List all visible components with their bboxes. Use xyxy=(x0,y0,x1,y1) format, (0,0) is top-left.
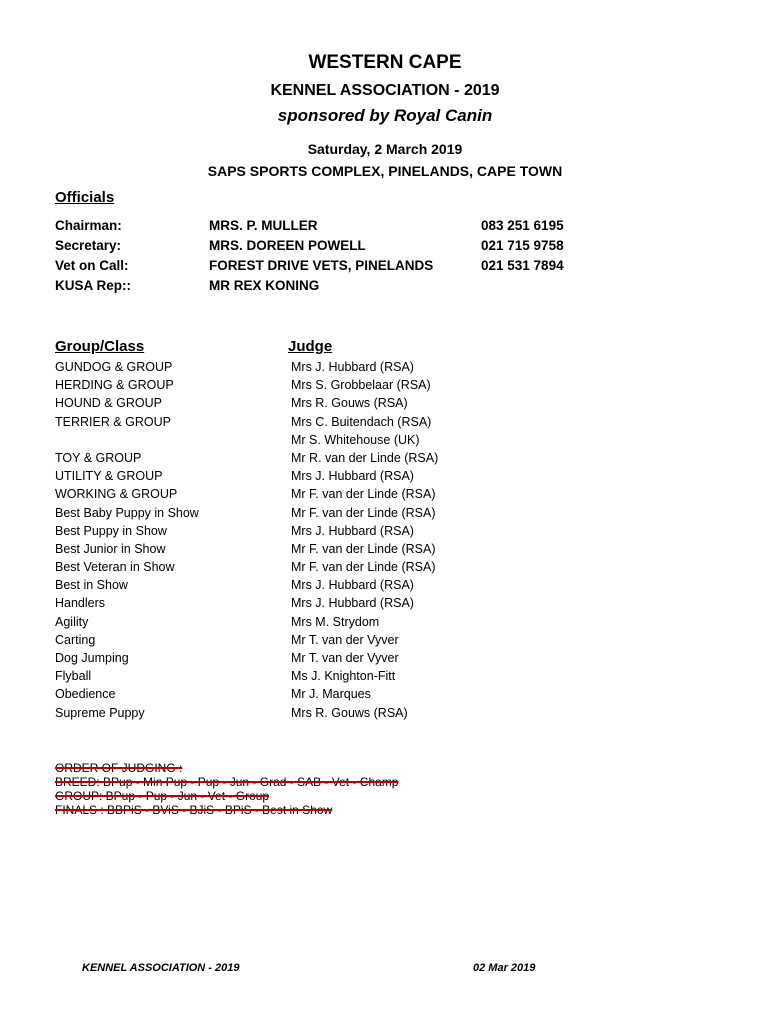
judge-name: Mrs J. Hubbard (RSA) xyxy=(291,360,414,374)
class-name: UTILITY & GROUP xyxy=(55,469,163,484)
judging-row xyxy=(0,360,770,378)
judge-name: Mr S. Whitehouse (UK) xyxy=(291,432,420,447)
doc-title: WESTERN CAPE xyxy=(308,52,462,73)
judging-row xyxy=(0,469,770,487)
judging-row xyxy=(0,578,770,596)
judge-name: Mr F. van der Linde (RSA) xyxy=(291,505,436,520)
judging-row xyxy=(0,633,770,651)
group-class-heading: Group/Class xyxy=(55,338,145,355)
official-name: MRS. P. MULLER xyxy=(209,218,318,233)
judge-name: Mr J. Marques xyxy=(291,687,371,702)
official-row-chairman xyxy=(0,218,770,238)
judging-row xyxy=(0,669,770,687)
judging-row xyxy=(0,542,770,560)
class-name: TOY & GROUP xyxy=(55,450,142,465)
official-role: Vet on Call: xyxy=(55,258,129,273)
class-name: GUNDOG & GROUP xyxy=(55,360,173,374)
judging-row xyxy=(0,378,770,396)
judging-row xyxy=(0,433,770,451)
judge-name: Mr T. van der Vyver xyxy=(291,632,399,647)
official-role: Secretary: xyxy=(55,238,122,253)
class-name: WORKING & GROUP xyxy=(55,487,178,502)
judge-heading: Judge xyxy=(288,338,333,355)
order-breed: BREED: BPup - Min Pup - Pup - Jun - Grad - SAB - Vet - Champ xyxy=(55,775,399,789)
order-group: GROUP: BPup - Pup - Jun - Vet - Group xyxy=(55,789,270,803)
judging-row xyxy=(0,560,770,578)
official-row-vet xyxy=(0,258,770,278)
judge-name: Mr R. van der Linde (RSA) xyxy=(291,450,439,465)
class-name: Best Veteran in Show xyxy=(55,560,175,575)
official-phone: 083 251 6195 xyxy=(481,218,564,233)
judging-row xyxy=(0,706,770,724)
order-finals: FINALS : BBPiS - BViS - BJiS - BPiS - Best in Show xyxy=(55,803,333,817)
official-phone: 021 531 7894 xyxy=(481,258,564,273)
judging-row xyxy=(0,524,770,542)
judging-row xyxy=(0,615,770,633)
judging-row xyxy=(0,396,770,414)
event-venue: SAPS SPORTS COMPLEX, PINELANDS, CAPE TOWN xyxy=(207,163,563,179)
judge-name: Mrs R. Gouws (RSA) xyxy=(291,705,408,720)
class-name: HERDING & GROUP xyxy=(55,378,174,393)
judge-name: Mr F. van der Linde (RSA) xyxy=(291,541,436,556)
class-name: Best Puppy in Show xyxy=(55,523,167,538)
class-name: Agility xyxy=(55,614,89,629)
officials-heading: Officials xyxy=(55,189,115,206)
class-name: Carting xyxy=(55,632,96,647)
official-name: MRS. DOREEN POWELL xyxy=(209,238,366,253)
class-name: Obedience xyxy=(55,687,116,702)
class-name: TERRIER & GROUP xyxy=(55,414,171,429)
doc-subtitle: KENNEL ASSOCIATION - 2019 xyxy=(270,82,500,99)
class-name: Handlers xyxy=(55,596,106,611)
judging-row xyxy=(0,415,770,433)
judging-row xyxy=(0,651,770,669)
sponsor-line: sponsored by Royal Canin xyxy=(277,106,493,125)
class-name: Best in Show xyxy=(55,578,128,593)
class-name: Dog Jumping xyxy=(55,651,129,665)
official-phone: 021 715 9758 xyxy=(481,238,564,253)
official-name: FOREST DRIVE VETS, PINELANDS xyxy=(209,258,434,273)
judge-name: Mrs J. Hubbard (RSA) xyxy=(291,578,414,593)
order-heading: ORDER OF JUDGING : xyxy=(55,761,183,775)
event-date: Saturday, 2 March 2019 xyxy=(307,141,463,157)
official-row-kusa-rep xyxy=(0,278,770,298)
judging-row xyxy=(0,687,770,705)
judge-name: Mrs M. Strydom xyxy=(291,614,380,629)
official-role: KUSA Rep:: xyxy=(55,278,131,293)
judge-name: Mrs J. Hubbard (RSA) xyxy=(291,596,414,611)
official-row-secretary xyxy=(0,238,770,258)
judge-name: Mrs S. Grobbelaar (RSA) xyxy=(291,378,431,393)
judge-name: Ms J. Knighton-Fitt xyxy=(291,669,396,684)
judge-name: Mr F. van der Linde (RSA) xyxy=(291,487,436,502)
footer-left: KENNEL ASSOCIATION - 2019 xyxy=(82,962,240,974)
class-name: Flyball xyxy=(55,669,92,684)
class-name: Best Baby Puppy in Show xyxy=(55,505,199,520)
class-name: Supreme Puppy xyxy=(55,705,145,720)
judge-name: Mrs J. Hubbard (RSA) xyxy=(291,523,414,538)
judge-name: Mrs C. Buitendach (RSA) xyxy=(291,414,432,429)
official-name: MR REX KONING xyxy=(209,278,320,293)
judge-name: Mrs R. Gouws (RSA) xyxy=(291,396,408,411)
class-name: HOUND & GROUP xyxy=(55,396,162,411)
judging-row xyxy=(0,451,770,469)
judge-name: Mr T. van der Vyver xyxy=(291,651,399,665)
judge-name: Mrs J. Hubbard (RSA) xyxy=(291,469,414,484)
judging-row xyxy=(0,506,770,524)
judging-list xyxy=(0,360,770,724)
official-role: Chairman: xyxy=(55,218,122,233)
judging-row xyxy=(0,596,770,614)
footer-date: 02 Mar 2019 xyxy=(473,962,536,974)
class-name: Best Junior in Show xyxy=(55,541,166,556)
judge-name: Mr F. van der Linde (RSA) xyxy=(291,560,436,575)
judging-row xyxy=(0,487,770,505)
